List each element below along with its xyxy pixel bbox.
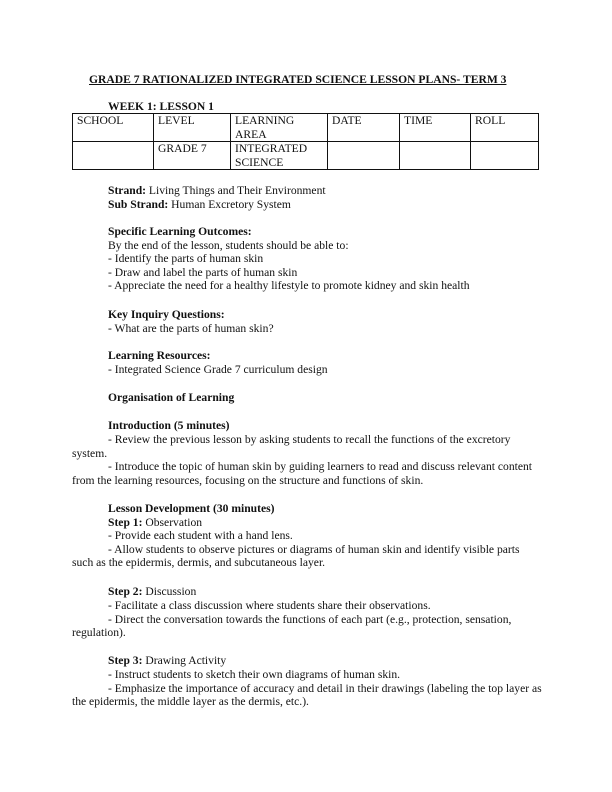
inquiry-item: - What are the parts of human skin? — [108, 321, 274, 335]
step-2-title-line — [108, 585, 196, 599]
cell-learning-area: INTEGRATED SCIENCE — [231, 142, 328, 170]
introduction-item: - Review the previous lesson by asking students to recall the functions of the excretory system. — [72, 433, 511, 460]
step-1-label: Step 1: — [108, 515, 143, 529]
lesson-info-table — [72, 113, 539, 170]
development-heading-block — [108, 502, 275, 529]
sub-strand-label: Sub Strand: — [108, 197, 169, 211]
resources-section — [108, 349, 328, 376]
cell-school — [73, 142, 154, 170]
strand-section — [108, 184, 326, 211]
step-item: - Allow students to observe pictures or diagrams of human skin and identify visible parts such as the epidermis, dermis, and subcutaneous layer. — [72, 542, 520, 570]
resources-heading: Learning Resources: — [108, 349, 211, 362]
cell-date — [328, 142, 400, 170]
inquiry-heading: Key Inquiry Questions: — [108, 308, 225, 321]
organisation-section — [108, 391, 234, 405]
introduction-heading: Introduction (5 minutes) — [108, 419, 230, 432]
table-header-row — [73, 114, 539, 142]
step-2-heading-block — [108, 585, 196, 599]
step-2-body — [72, 599, 542, 640]
step-item: - Emphasize the importance of accuracy and detail in their drawings (labeling the top layer as the epidermis, the middle layer as the dermis, etc.). — [72, 681, 542, 709]
week-heading: WEEK 1: LESSON 1 — [108, 100, 214, 113]
introduction-heading-block — [108, 419, 230, 433]
introduction-body — [72, 433, 542, 487]
strand-label: Strand: — [108, 184, 147, 197]
step-3-title: Drawing Activity — [142, 654, 227, 667]
cell-level: GRADE 7 — [154, 142, 231, 170]
outcomes-heading: Specific Learning Outcomes: — [108, 225, 252, 238]
step-1-title-line — [108, 516, 275, 530]
step-item: - Instruct students to sketch their own diagrams of human skin. — [108, 668, 401, 681]
organisation-heading: Organisation of Learning — [108, 391, 235, 404]
cell-roll — [471, 142, 539, 170]
outcomes-section — [108, 225, 470, 293]
header-level: LEVEL — [154, 114, 231, 142]
step-item: - Facilitate a class discussion where students share their observations. — [108, 599, 431, 612]
cell-time — [400, 142, 471, 170]
step-2-title: Discussion — [142, 585, 197, 598]
outcomes-intro: By the end of the lesson, students should be able to: — [108, 238, 349, 252]
table-row — [73, 142, 539, 170]
step-1-body — [72, 529, 542, 570]
header-school: SCHOOL — [73, 114, 154, 142]
resource-item: - Integrated Science Grade 7 curriculum design — [108, 362, 328, 376]
document-title: GRADE 7 RATIONALIZED INTEGRATED SCIENCE LESSON PLANS- TERM 3 — [89, 73, 507, 86]
inquiry-section — [108, 308, 274, 335]
step-3-title-line — [108, 654, 226, 668]
header-learning-area: LEARNING AREA — [231, 114, 328, 142]
outcome-item: - Draw and label the parts of human skin — [108, 265, 298, 279]
strand-line — [108, 184, 326, 198]
step-item: - Direct the conversation towards the functions of each part (e.g., protection, sensation, regulation). — [72, 612, 512, 640]
header-roll: ROLL — [471, 114, 539, 142]
introduction-item: - Introduce the topic of human skin by guiding learners to read and discuss relevant content from the learning resources, focusing on the structure and functions of skin. — [72, 460, 533, 487]
step-item: - Provide each student with a hand lens. — [108, 529, 293, 542]
outcome-item: - Identify the parts of human skin — [108, 252, 264, 266]
step-3-body — [72, 668, 542, 709]
strand-value: Living Things and Their Environment — [146, 184, 326, 197]
development-heading: Lesson Development (30 minutes) — [108, 502, 275, 515]
step-2-label: Step 2: — [108, 585, 143, 598]
step-3-heading-block — [108, 654, 226, 668]
step-1-title: Observation — [142, 515, 203, 529]
outcome-item: - Appreciate the need for a healthy lifestyle to promote kidney and skin health — [108, 279, 470, 293]
sub-strand-line — [108, 198, 326, 212]
sub-strand-value: Human Excretory System — [168, 197, 291, 211]
header-date: DATE — [328, 114, 400, 142]
header-time: TIME — [400, 114, 471, 142]
step-3-label: Step 3: — [108, 654, 143, 667]
